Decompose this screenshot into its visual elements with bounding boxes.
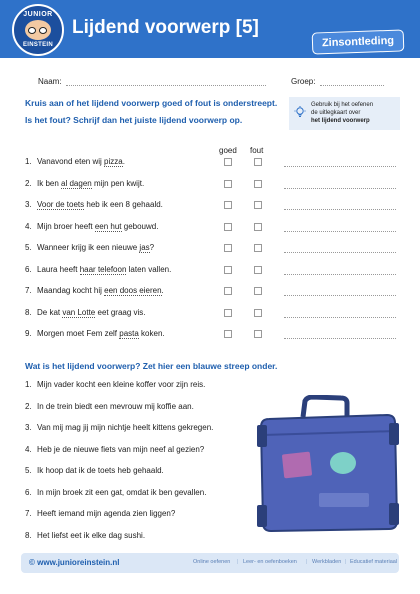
- category-badge: Zinsontleding: [312, 29, 405, 54]
- sentence: Van mij mag jij mijn nichtje heelt kittens gekregen.: [37, 423, 214, 432]
- checkbox-goed[interactable]: [224, 180, 232, 188]
- underlined-phrase: Voor de toets: [37, 200, 85, 209]
- item-number: 8.: [25, 530, 32, 540]
- item-number: 1.: [25, 380, 32, 389]
- item-number: 8.: [25, 307, 32, 317]
- instruction-1a: Kruis aan of het lijdend voorwerp goed of fout is onderstreept.: [25, 98, 278, 108]
- checkbox-goed[interactable]: [224, 201, 232, 209]
- footer-bar: [21, 553, 399, 573]
- item-number: 7.: [25, 509, 32, 518]
- glasses-left-icon: [28, 27, 36, 34]
- sentence-text: ?: [149, 243, 155, 252]
- answer-line[interactable]: [284, 166, 396, 167]
- footer-link-worksheets[interactable]: Werkbladen: [312, 559, 342, 565]
- underlined-phrase: een hut: [94, 221, 122, 231]
- sentence: [37, 308, 146, 317]
- item-number: 4.: [25, 221, 32, 231]
- checkbox-fout[interactable]: [254, 180, 262, 188]
- item-number: 6.: [25, 264, 32, 274]
- underlined-phrase: een doos eieren: [104, 286, 162, 295]
- lightbulb-icon: [294, 106, 306, 122]
- sentence-text: Mijn broer heeft: [37, 221, 95, 231]
- sentence-text: De kat: [37, 307, 63, 317]
- checkbox-goed[interactable]: [224, 158, 232, 166]
- item-number: 5.: [25, 243, 32, 252]
- sentence: Heeft iemand mijn agenda zien liggen?: [37, 509, 176, 518]
- einstein-face-icon: [25, 20, 51, 40]
- sentence-text: Maandag kocht hij: [37, 286, 105, 295]
- footer-link-online[interactable]: Online oefenen: [193, 559, 231, 565]
- footer-separator: |: [237, 559, 239, 565]
- footer-site-link[interactable]: © www.junioreinstein.nl: [29, 558, 120, 567]
- checkbox-goed[interactable]: [224, 330, 232, 338]
- sentence-text: .: [122, 157, 125, 166]
- item-number: 1.: [25, 157, 32, 166]
- sentence-text: Vanavond eten wij: [37, 157, 105, 166]
- instruction-1b: Is het fout? Schrijf dan het juiste lijdend voorwerp op.: [25, 115, 243, 125]
- header-banner: [0, 0, 420, 58]
- underlined-phrase: al dagen: [61, 178, 92, 188]
- item-number: 4.: [25, 444, 32, 454]
- group-field[interactable]: [320, 85, 384, 86]
- sentence: [37, 179, 144, 188]
- footer-separator: |: [345, 559, 347, 565]
- tip-line-3: het lijdend voorwerp: [311, 118, 370, 124]
- column-goed: goed: [219, 146, 237, 155]
- underlined-phrase: pizza: [104, 157, 123, 166]
- checkbox-fout[interactable]: [254, 309, 262, 317]
- sentence: [37, 265, 171, 274]
- sentence: [37, 329, 165, 338]
- answer-line[interactable]: [284, 338, 396, 339]
- glasses-right-icon: [39, 27, 47, 34]
- name-field[interactable]: [66, 85, 266, 86]
- sentence-text: Ik ben: [37, 178, 62, 188]
- footer-link-material[interactable]: Educatief materiaal: [350, 559, 398, 565]
- footer-link-books[interactable]: Leer- en oefenboeken: [243, 559, 297, 565]
- item-number: 3.: [25, 423, 32, 432]
- sentence: [37, 222, 158, 231]
- checkbox-fout[interactable]: [254, 158, 262, 166]
- sentence: [37, 157, 125, 166]
- item-number: 3.: [25, 200, 32, 209]
- sentence: [37, 286, 164, 295]
- column-fout: fout: [250, 146, 264, 155]
- sentence-text: Wanneer krijg ik een nieuwe: [37, 243, 140, 252]
- logo-text-top: JUNIOR: [23, 11, 53, 18]
- answer-line[interactable]: [284, 317, 396, 318]
- sentence-text: laten vallen.: [126, 264, 172, 274]
- answer-line[interactable]: [284, 209, 396, 210]
- logo-text-bottom: EINSTEIN: [22, 42, 54, 48]
- checkbox-fout[interactable]: [254, 330, 262, 338]
- sentence-text: Morgen moet Fem zelf: [37, 329, 120, 338]
- sentence-text: heb ik een 8 gehaald.: [84, 200, 163, 209]
- junior-einstein-logo[interactable]: [12, 4, 64, 56]
- name-label: Naam:: [38, 77, 62, 86]
- group-label: Groep:: [291, 77, 316, 86]
- checkbox-fout[interactable]: [254, 201, 262, 209]
- checkbox-goed[interactable]: [224, 309, 232, 317]
- sentence-text: Laura heeft: [37, 264, 80, 274]
- answer-line[interactable]: [284, 231, 396, 232]
- sentence-text: mijn pen kwijt.: [91, 178, 145, 188]
- answer-line[interactable]: [284, 188, 396, 189]
- underlined-phrase: pasta: [119, 329, 139, 338]
- checkbox-fout[interactable]: [254, 266, 262, 274]
- underlined-phrase: van Lotte: [62, 307, 96, 317]
- underlined-phrase: haar telefoon: [79, 264, 127, 274]
- checkbox-fout[interactable]: [254, 244, 262, 252]
- sentence-text: eet graag vis.: [95, 307, 146, 317]
- item-number: 7.: [25, 286, 32, 295]
- sentence: In mijn broek zit een gat, omdat ik ben gevallen.: [37, 487, 207, 497]
- sentence: Het liefst eet ik elke dag sushi.: [37, 530, 146, 540]
- sentence: Mijn vader kocht een kleine koffer voor zijn reis.: [37, 380, 206, 389]
- sentence: Ik hoop dat ik de toets heb gehaald.: [37, 466, 164, 475]
- sentence-text: koken.: [138, 329, 165, 338]
- checkbox-goed[interactable]: [224, 244, 232, 252]
- sentence: [37, 243, 154, 252]
- checkbox-goed[interactable]: [224, 223, 232, 231]
- sentence: [37, 200, 163, 209]
- item-number: 5.: [25, 466, 32, 475]
- answer-line[interactable]: [284, 295, 396, 296]
- checkbox-fout[interactable]: [254, 287, 262, 295]
- tip-line-2: de uitlegkaart over: [311, 110, 361, 116]
- page-title: Lijdend voorwerp [5]: [72, 17, 259, 38]
- item-number: 2.: [25, 178, 32, 188]
- answer-line[interactable]: [284, 252, 396, 253]
- item-number: 9.: [25, 329, 32, 338]
- sentence-text: gebouwd.: [121, 221, 159, 231]
- suitcase-illustration: [255, 395, 400, 535]
- tip-box: [289, 97, 400, 130]
- item-number: 2.: [25, 401, 32, 411]
- checkbox-goed[interactable]: [224, 266, 232, 274]
- answer-line[interactable]: [284, 274, 396, 275]
- sentence: Heb je de nieuwe fiets van mijn neef al gezien?: [37, 444, 205, 454]
- item-number: 6.: [25, 487, 32, 497]
- underlined-phrase: jas: [139, 243, 150, 252]
- sentence-text: .: [161, 286, 164, 295]
- checkbox-goed[interactable]: [224, 287, 232, 295]
- tip-line-1: Gebruik bij het oefenen: [311, 102, 374, 108]
- sentence: In de trein biedt een mevrouw mij koffie aan.: [37, 401, 194, 411]
- instruction-2: Wat is het lijdend voorwerp? Zet hier een blauwe streep onder.: [25, 361, 278, 371]
- checkbox-fout[interactable]: [254, 223, 262, 231]
- footer-separator: |: [306, 559, 308, 565]
